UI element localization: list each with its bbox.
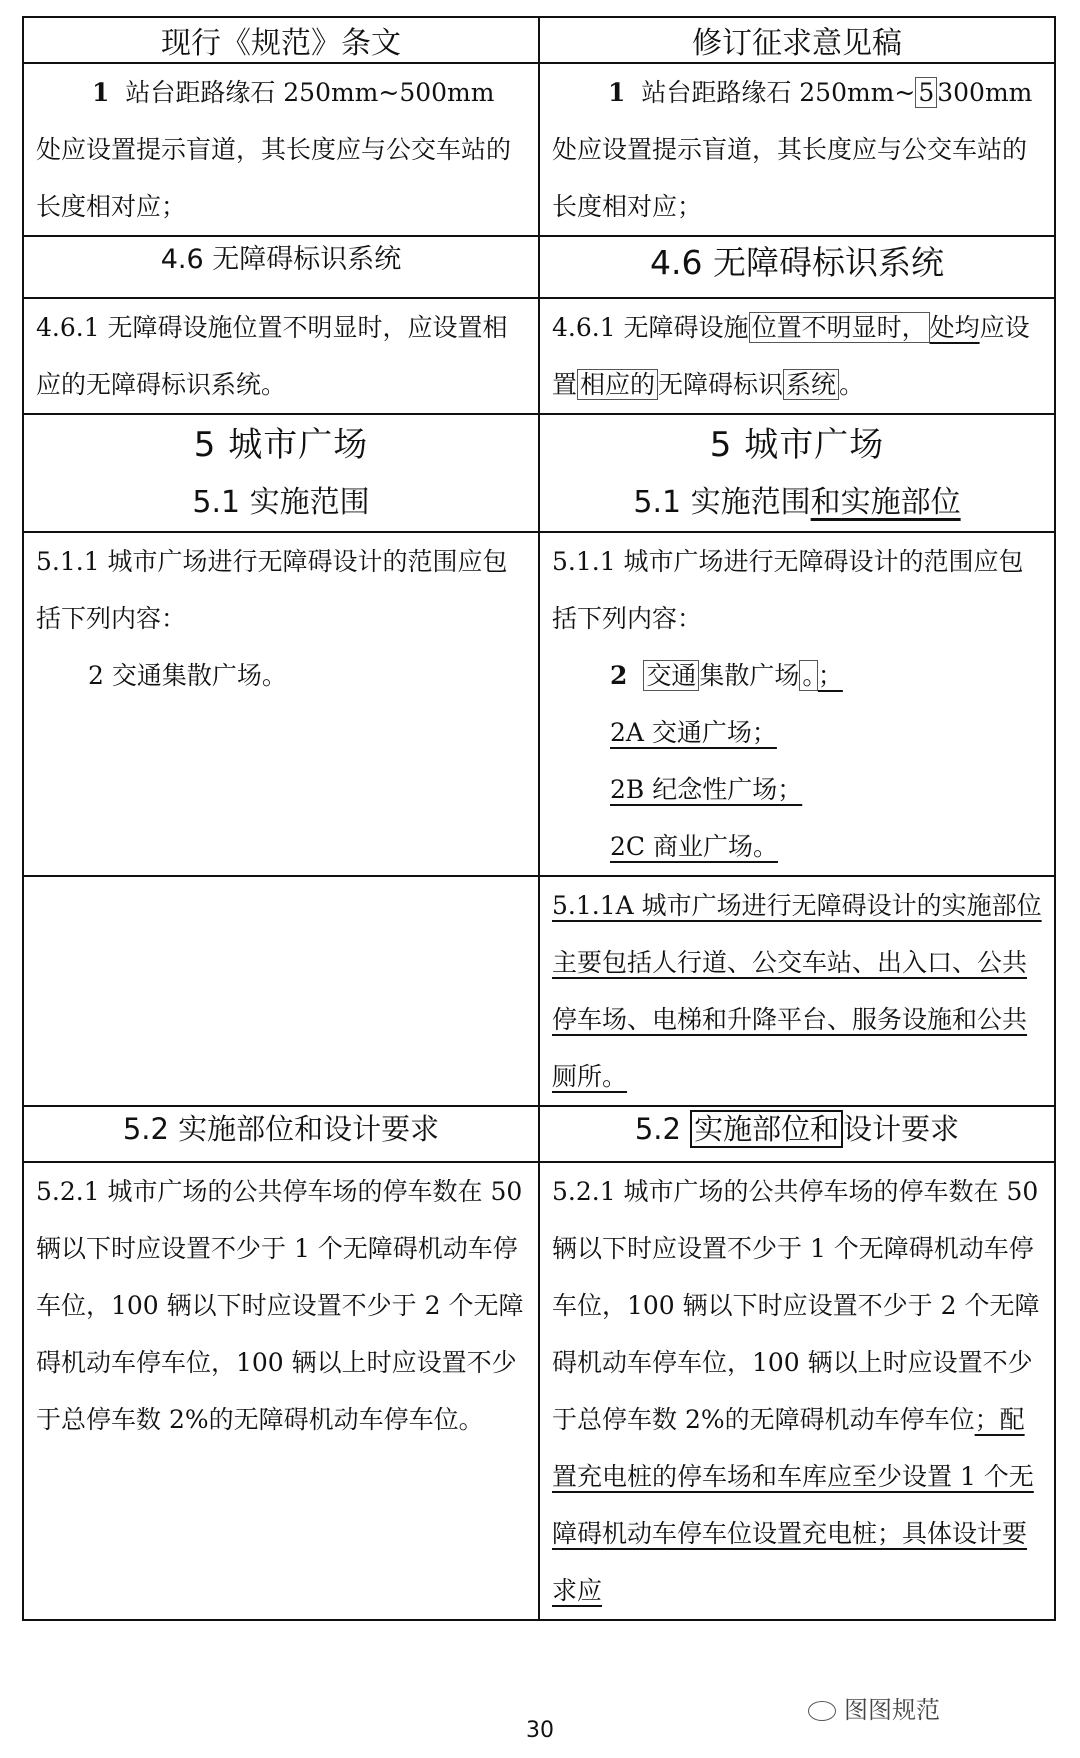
header-revision-draft: 修订征求意见稿 xyxy=(539,17,1055,63)
section-title-text: 设计要求 xyxy=(843,1112,960,1146)
deleted-mark: 5 xyxy=(915,77,937,108)
list-item: 2C 商业广场。 xyxy=(610,832,778,861)
clause-text: 应设置 xyxy=(552,313,1030,399)
clause-text: 5.1.1 城市广场进行无障碍设计的范围应包括下列内容： xyxy=(552,547,1024,633)
item-number: 2 xyxy=(610,661,628,690)
deleted-mark: 系统 xyxy=(783,369,839,400)
clause-text: 4.6.1 无障碍设施 xyxy=(552,313,749,342)
item-text: 站台距路缘石 250mm~500mm 处应设置提示盲道，其长度应与公交车站的长度相对应； xyxy=(36,78,512,221)
inserted-text: 和实施部位 xyxy=(810,485,961,520)
deleted-mark: 。 xyxy=(799,660,818,691)
section-5-2-right xyxy=(539,1106,1055,1162)
clause-4-6-1-right xyxy=(539,298,1055,414)
deleted-mark: 位置不明显时， xyxy=(749,312,930,343)
clause-text: 。 xyxy=(839,370,865,399)
clause-5-1-1-left xyxy=(23,532,539,876)
page-number: 30 xyxy=(526,1718,554,1743)
table-row xyxy=(23,1106,1055,1162)
section-title-text: 5.2 xyxy=(634,1112,691,1146)
deleted-mark: 相应的 xyxy=(577,369,658,400)
table-row xyxy=(23,532,1055,876)
clause-text: 5.1.1 城市广场进行无障碍设计的范围应包括下列内容： xyxy=(36,547,508,633)
chapter-title: 5 城市广场 xyxy=(709,425,885,465)
list-item: 2B 纪念性广场； xyxy=(610,775,803,804)
item-number: 1 xyxy=(608,78,626,107)
comparison-table xyxy=(22,16,1056,1621)
clause-5-2-1-right xyxy=(539,1162,1055,1620)
section-title xyxy=(552,475,1042,531)
inserted-text: ； xyxy=(817,661,843,690)
table-row xyxy=(23,236,1055,298)
clause-text: 无障碍标识 xyxy=(658,370,784,399)
section-title-text: 5.1 实施范围 xyxy=(633,485,811,520)
list-item: 2 交通集散广场。 xyxy=(88,661,287,690)
watermark-text: 图图规范 xyxy=(844,1696,940,1724)
section-5-2-left: 5.2 实施部位和设计要求 xyxy=(23,1106,539,1162)
table-row xyxy=(23,298,1055,414)
table-header-row xyxy=(23,17,1055,63)
clause-5-2-1-left: 5.2.1 城市广场的公共停车场的停车数在 50 辆以下时应设置不少于 1 个无障碍机动车停车位，100 辆以下时应设置不少于 2 个无障碍机动车停车位，100 辆以上时应设置不少于总停车数 2%的无障碍机动车停车位。 xyxy=(23,1162,539,1620)
inserted-text: 处均 xyxy=(929,313,980,342)
clause-5-1-1a-left xyxy=(23,876,539,1106)
table-row xyxy=(23,414,1055,532)
clause-text: 5.2.1 城市广场的公共停车场的停车数在 50 辆以下时应设置不少于 1 个无障碍机动车停车位，100 辆以下时应设置不少于 2 个无障碍机动车停车位，100 辆以上时应设置不少于总停车数 2%的无障碍机动车停车位 xyxy=(552,1177,1040,1434)
chapter-5-right xyxy=(539,414,1055,532)
row1-left xyxy=(23,63,539,236)
chapter-title: 5 城市广场 xyxy=(193,425,369,465)
row1-right xyxy=(539,63,1055,236)
deleted-mark: 实施部位和 xyxy=(690,1110,843,1148)
item-number: 1 xyxy=(92,78,110,107)
header-current-clause: 现行《规范》条文 xyxy=(23,17,539,63)
section-title: 5.1 实施范围 xyxy=(192,485,370,520)
clause-5-1-1a-right: 5.1.1A 城市广场进行无障碍设计的实施部位主要包括人行道、公交车站、出入口、公共停车场、电梯和升降平台、服务设施和公共厕所。 xyxy=(539,876,1055,1106)
item-text: 300mm 处应设置提示盲道，其长度应与公交车站的长度相对应； xyxy=(552,78,1033,221)
table-row xyxy=(23,876,1055,1106)
item-text: 集散广场 xyxy=(699,661,800,690)
chapter-5-left xyxy=(23,414,539,532)
clause-4-6-1-left xyxy=(23,298,539,414)
table-row xyxy=(23,1162,1055,1620)
section-4-6-right: 4.6 无障碍标识系统 xyxy=(539,236,1055,298)
list-item: 2A 交通广场； xyxy=(610,718,777,747)
list-item xyxy=(552,647,1042,704)
inserted-text: ；配置充电桩的停车场和车库应至少设置 1 个无障碍机动车停车位设置充电桩；具体设计要求应 xyxy=(552,1405,1034,1605)
table-row xyxy=(23,63,1055,236)
section-4-6-left: 4.6 无障碍标识系统 xyxy=(23,236,539,298)
clause-text: 4.6.1 无障碍设施位置不明显时，应设置相应的无障碍标识系统。 xyxy=(36,313,508,399)
deleted-mark: 交通 xyxy=(643,660,699,691)
clause-5-1-1-right xyxy=(539,532,1055,876)
item-text: 站台距路缘石 250mm~ xyxy=(641,78,916,107)
